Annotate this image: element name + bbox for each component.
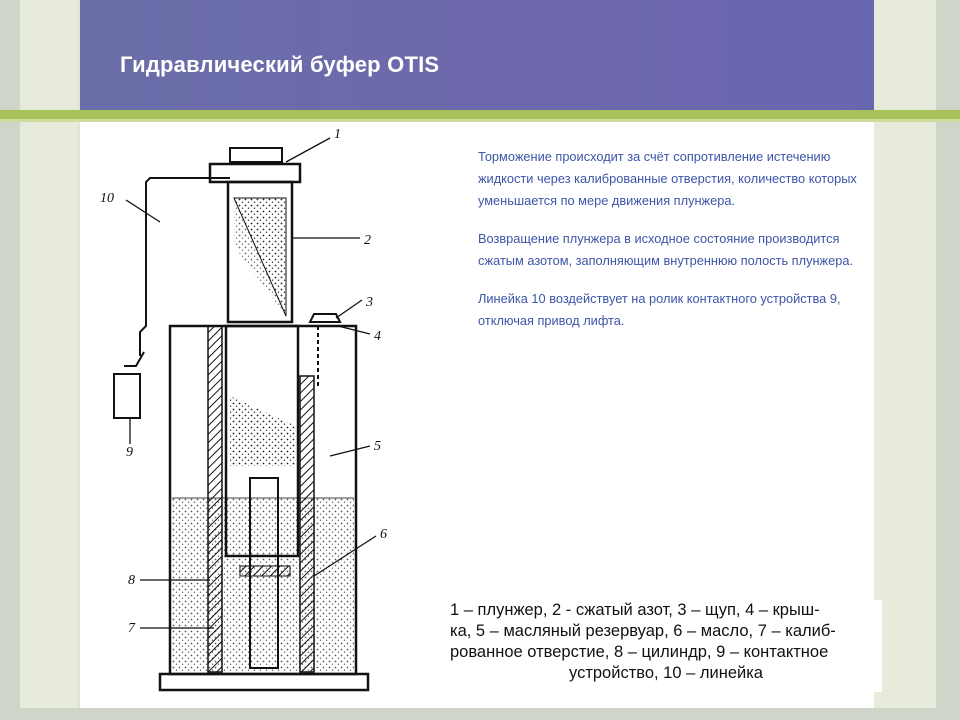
bottom-bar xyxy=(0,708,960,720)
label-8: 8 xyxy=(128,573,135,588)
paragraph: Линейка 10 воздействует на ролик контактного устройства 9, отключая привод лифта. xyxy=(478,291,841,328)
caption-line: ка, 5 – масляный резервуар, 6 – масло, 7 – калиб- xyxy=(450,622,836,640)
background-stripe xyxy=(20,0,78,720)
description-text xyxy=(478,146,858,348)
caption-line: 1 – плунжер, 2 - сжатый азот, 3 – щуп, 4 – крыш- xyxy=(450,601,820,619)
background-stripe xyxy=(0,0,20,720)
label-4: 4 xyxy=(374,329,381,344)
label-7: 7 xyxy=(128,621,135,636)
background-stripe xyxy=(936,0,960,720)
paragraph: Торможение происходит за счёт сопротивление истечению жидкости через калиброванные отверстия, количество которых уменьшается по мере движения плунжера. xyxy=(478,149,857,208)
label-6: 6 xyxy=(380,527,387,542)
label-9: 9 xyxy=(126,445,133,460)
figure-caption xyxy=(450,600,882,692)
label-2: 2 xyxy=(364,233,371,248)
paragraph: Возвращение плунжера в исходное состояние производится сжатым азотом, заполняющим внутреннюю полость плунжера. xyxy=(478,231,854,268)
label-5: 5 xyxy=(374,439,381,454)
buffer-diagram xyxy=(100,126,406,702)
background-stripe xyxy=(874,0,936,720)
caption-line: устройство, 10 – линейка xyxy=(569,664,763,682)
caption-line: рованное отверстие, 8 – цилиндр, 9 – контактное xyxy=(450,643,829,661)
slide-header xyxy=(80,0,874,110)
slide-title: Гидравлический буфер OTIS xyxy=(120,52,440,77)
label-3: 3 xyxy=(366,295,373,310)
label-1: 1 xyxy=(334,127,341,142)
accent-bar xyxy=(0,110,960,119)
label-10: 10 xyxy=(100,191,114,206)
